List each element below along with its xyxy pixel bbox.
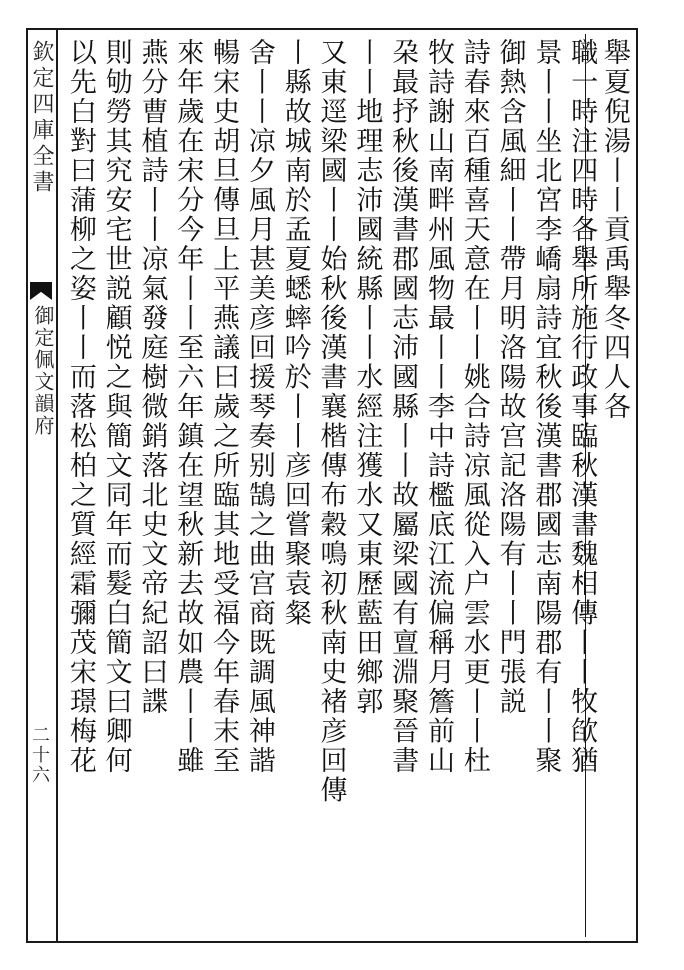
text-column: 丨縣故城南於孟夏蟋蟀吟於丨丨彦回嘗聚袁粲 bbox=[279, 38, 311, 628]
text-column: 以先白對曰蒲柳之姿丨丨而落松柏之質經霜彌茂宋璟梅花 bbox=[65, 38, 96, 776]
text-column: 燕分曹植詩丨丨凉氣發庭樹微銷落北史文帝紀詔曰諜 bbox=[136, 38, 168, 717]
text-column: 詩春來百種喜天意在丨丨姚合詩凉風從入户雲水更丨丨杜 bbox=[458, 38, 490, 776]
page-number: 二十六 bbox=[29, 725, 50, 785]
book-subtitle: 御定佩文韻府 bbox=[31, 305, 55, 437]
text-column: 景丨丨坐北宮李嶠扇詩宜秋後漢書郡國志南陽郡有丨丨聚 bbox=[530, 38, 562, 776]
text-column: 職一時注四時各舉所施行政事臨秋漢書魏相傳丨丨牧欿猶 bbox=[566, 38, 598, 776]
text-column: 舍丨丨凉夕風月甚美彦回援琴奏别鵠之曲宫商既調風神諧 bbox=[244, 38, 275, 776]
text-column: 御熱含風細丨丨帶月明洛陽故宫記洛陽有丨丨門張説 bbox=[494, 38, 526, 717]
text-column: 則劬勞其究安宅世説顧悦之與簡文同年而髮白簡文曰卿何 bbox=[100, 38, 132, 776]
text-column: 暢宋史胡旦傳旦上平燕議曰歲之所臨其地受福今年春末至 bbox=[208, 38, 240, 776]
text-column: 牧詩謝山南畔州風物最丨丨李中詩檻底江流偏稱月簷前山 bbox=[423, 38, 454, 776]
text-column: 丨丨地理志沛國統縣丨丨水經注獲水又東歷藍田鄉郭 bbox=[351, 38, 383, 717]
text-column: 又東逕梁國丨丨始秋後漢書襄楷傳布穀鳴初秋南史褚彦回傳 bbox=[315, 38, 347, 805]
text-column: 朶最抒秋後漢書郡國志沛國縣丨丨故屬梁國有亶淵聚晉書 bbox=[387, 38, 419, 776]
book-title: 欽定四庫全書 bbox=[29, 40, 54, 196]
text-column: 來年歲在宋分今年丨丨至六年鎮在望秋新去故如農丨丨雖 bbox=[172, 38, 204, 776]
text-columns bbox=[62, 38, 632, 938]
margin-rule bbox=[56, 28, 58, 943]
text-column: 舉夏倪湯丨丨貢禹舉冬四人各 bbox=[599, 38, 630, 422]
